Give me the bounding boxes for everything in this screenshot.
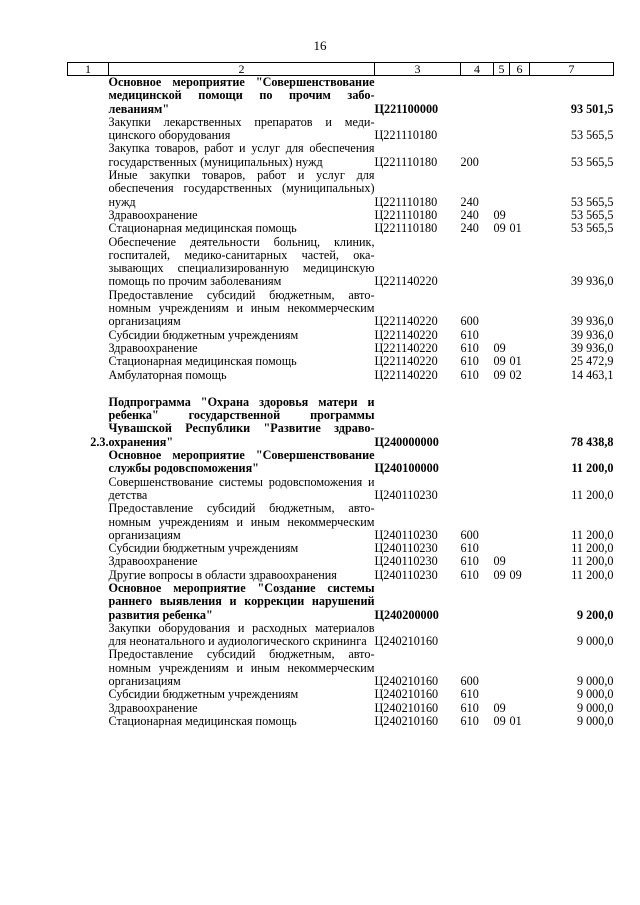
row-name: Здравоохранение: [108, 340, 198, 355]
row-amount: 39 936,0: [570, 274, 614, 289]
row-subsection: [510, 476, 530, 503]
table-row: [68, 622, 614, 649]
table-row: [68, 396, 614, 449]
row-section: [494, 476, 510, 503]
row-number: [68, 476, 109, 503]
row-name: Здравоохранение: [108, 700, 198, 715]
row-subsection: 01: [509, 713, 522, 728]
row-amount: 14 463,1: [570, 367, 614, 382]
row-section: [494, 329, 510, 342]
row-amount: 39 936,0: [570, 327, 614, 342]
table-row: [68, 542, 614, 555]
row-name: Здравоохранение: [108, 554, 198, 569]
row-number: 2.3.: [90, 434, 109, 449]
row-code: Ц240200000: [374, 607, 439, 622]
row-section: [494, 142, 510, 169]
row-name: Закупки оборудования и расходных материалов для неонатального и аудиологического скрининга: [108, 620, 375, 649]
row-number: [68, 169, 109, 209]
row-name: Обеспечение деятельности больниц, клиник, госпиталей, медико-санитарных частей, оказывающих специализированную медицинскую помощь по прочим заболеваниям: [108, 234, 375, 289]
row-code: Ц240000000: [374, 434, 439, 449]
row-name: Стационарная медицинская помощь: [108, 713, 297, 728]
row-code: Ц240110230: [374, 541, 438, 556]
spacer-cell: [68, 382, 614, 396]
row-number: [68, 209, 109, 222]
row-amount: 53 565,5: [570, 154, 614, 169]
row-name: Субсидии бюджетным учреждениям: [108, 687, 299, 702]
row-number: [68, 355, 109, 368]
row-amount: 53 565,5: [570, 207, 614, 222]
header-col-4: 4: [461, 63, 494, 76]
row-code: Ц221110180: [374, 154, 438, 169]
row-amount: 11 200,0: [571, 527, 614, 542]
row-name: Основное мероприятие "Совершенствование службы родовспоможения": [108, 448, 375, 476]
row-name: Амбулаторная помощь: [108, 367, 227, 382]
row-amount: 9 000,0: [576, 634, 614, 649]
table-row: [68, 555, 614, 568]
table-row: [68, 169, 614, 209]
row-subsection: [510, 582, 530, 622]
table-row: [68, 76, 614, 116]
row-number: [68, 76, 109, 116]
row-name: Основное мероприятие "Создание системы раннего выявления и коррекции нарушений развития ребенка": [108, 580, 375, 622]
row-expense-type: 240: [460, 207, 479, 222]
row-subsection: [510, 236, 530, 289]
table-row: [68, 116, 614, 143]
row-number: [68, 582, 109, 622]
row-name: Субсидии бюджетным учреждениям: [108, 327, 299, 342]
row-section: 09: [493, 354, 506, 369]
row-amount: 11 200,0: [571, 567, 614, 582]
row-name: Другие вопросы в области здравоохранения: [108, 567, 337, 582]
row-code: Ц240210160: [374, 634, 439, 649]
row-amount: 93 501,5: [570, 101, 614, 116]
row-section: [494, 688, 510, 701]
row-number: [68, 449, 109, 476]
row-expense-type: 610: [460, 541, 479, 556]
row-subsection: [510, 76, 530, 116]
row-expense-type: 600: [460, 527, 479, 542]
header-col-3: 3: [375, 63, 461, 76]
row-section: 09: [493, 221, 506, 236]
row-code: Ц221100000: [374, 101, 439, 116]
row-number: [68, 569, 109, 582]
row-section: [494, 396, 510, 449]
row-expense-type: 240: [460, 221, 479, 236]
row-subsection: [510, 622, 530, 649]
row-subsection: [510, 289, 530, 329]
row-number: [68, 236, 109, 289]
row-name: Предоставление субсидий бюджетным, автономным учреждениям и иным некоммерческим организациям: [108, 287, 375, 329]
row-number: [68, 142, 109, 169]
row-amount: 25 472,9: [570, 354, 614, 369]
row-code: Ц240110230: [374, 487, 438, 502]
row-section: [494, 542, 510, 555]
row-number: [68, 555, 109, 568]
row-number: [68, 342, 109, 355]
row-amount: 53 565,5: [570, 128, 614, 143]
row-section: [494, 582, 510, 622]
row-subsection: [510, 142, 530, 169]
table-row: [68, 569, 614, 582]
row-subsection: [510, 116, 530, 143]
row-expense-type: 610: [460, 567, 479, 582]
row-expense-type: 610: [460, 327, 479, 342]
row-name: Совершенствование системы родовспоможения и детства: [108, 474, 375, 502]
row-subsection: [510, 542, 530, 555]
row-amount: 9 000,0: [576, 674, 614, 689]
row-subsection: 09: [509, 567, 522, 582]
row-subsection: [510, 648, 530, 688]
row-section: [494, 622, 510, 649]
row-expense-type: 610: [460, 367, 479, 382]
table-row: [68, 236, 614, 289]
row-subsection: [510, 396, 530, 449]
table-header: [68, 63, 614, 76]
row-name: Иные закупки товаров, работ и услуг для обеспечения государственных (муниципальных) нужд: [108, 168, 375, 209]
row-section: 09: [493, 340, 506, 355]
row-code: Ц221110180: [374, 221, 438, 236]
row-section: [494, 236, 510, 289]
row-amount: 78 438,8: [570, 434, 614, 449]
table-row: [68, 702, 614, 715]
table-row: [68, 222, 614, 235]
row-expense-type: 610: [460, 554, 479, 569]
row-subsection: [510, 555, 530, 568]
row-subsection: 01: [509, 221, 522, 236]
row-expense-type: [461, 236, 494, 289]
row-number: [68, 688, 109, 701]
row-amount: 11 200,0: [571, 541, 614, 556]
row-expense-type: 600: [460, 674, 479, 689]
table-body: [68, 76, 614, 729]
row-section: [494, 76, 510, 116]
row-code: Ц221140220: [374, 314, 438, 329]
row-code: Ц240110230: [374, 554, 438, 569]
row-expense-type: 600: [460, 314, 479, 329]
row-section: 09: [493, 713, 506, 728]
row-subsection: [510, 169, 530, 209]
row-section: 09: [493, 567, 506, 582]
header-col-2: 2: [109, 63, 375, 76]
row-code: Ц221140220: [374, 354, 438, 369]
table-row: [68, 142, 614, 169]
row-expense-type: [461, 396, 494, 449]
row-name: Предоставление субсидий бюджетным, автономным учреждениям и иным некоммерческим организациям: [108, 501, 375, 542]
spacer-row: [68, 382, 614, 396]
header-col-5: 5: [494, 63, 510, 76]
header-col-6: 6: [510, 63, 530, 76]
header-col-7: 7: [530, 63, 614, 76]
row-subsection: [510, 449, 530, 476]
row-name: Предоставление субсидий бюджетным, автономным учреждениям и иным некоммерческим организациям: [108, 647, 375, 689]
table-row: [68, 688, 614, 701]
row-subsection: 02: [509, 367, 522, 382]
row-number: [68, 542, 109, 555]
row-code: Ц221140220: [374, 327, 438, 342]
row-amount: 9 000,0: [576, 700, 614, 715]
row-section: 09: [493, 700, 506, 715]
row-name: Субсидии бюджетным учреждениям: [108, 541, 299, 556]
row-expense-type: 610: [460, 340, 479, 355]
row-number: [68, 329, 109, 342]
row-amount: 53 565,5: [570, 221, 614, 236]
table-row: [68, 342, 614, 355]
row-section: [494, 116, 510, 143]
row-subsection: [510, 342, 530, 355]
table-row: [68, 369, 614, 382]
row-name: Здравоохранение: [108, 207, 198, 222]
row-number: [68, 715, 109, 728]
row-name: Закупки лекарственных препаратов и медицинского оборудования: [108, 114, 375, 143]
row-amount: 39 936,0: [570, 340, 614, 355]
row-code: Ц221110180: [374, 207, 438, 222]
row-amount: 9 000,0: [576, 713, 614, 728]
row-section: [494, 502, 510, 542]
row-number: [68, 702, 109, 715]
header-col-1: 1: [68, 63, 109, 76]
row-code: Ц240110230: [374, 567, 438, 582]
row-section: [494, 289, 510, 329]
header-row: [68, 63, 614, 76]
row-code: Ц240210160: [374, 674, 439, 689]
row-expense-type: 610: [460, 687, 479, 702]
row-code: Ц240110230: [374, 527, 438, 542]
row-amount: 11 200,0: [571, 487, 614, 502]
row-number: [68, 289, 109, 329]
table-row: [68, 502, 614, 542]
table-row: [68, 582, 614, 622]
row-expense-type: [461, 476, 494, 503]
row-subsection: [510, 502, 530, 542]
row-expense-type: 610: [460, 354, 479, 369]
table-row: [68, 289, 614, 329]
row-number: [68, 622, 109, 649]
row-amount: 9 000,0: [576, 687, 614, 702]
row-number: [68, 116, 109, 143]
row-subsection: [510, 688, 530, 701]
row-section: [494, 169, 510, 209]
row-name: Стационарная медицинская помощь: [108, 354, 297, 369]
row-name: Основное мероприятие "Совершенствование медицинской помощи по прочим заболеваниям": [108, 75, 375, 116]
table-row: [68, 476, 614, 503]
row-expense-type: 610: [460, 700, 479, 715]
table-row: [68, 648, 614, 688]
row-amount: 9 200,0: [576, 607, 614, 622]
page-number: 16: [313, 38, 327, 53]
row-number: [68, 222, 109, 235]
table-row: [68, 715, 614, 728]
row-expense-type: [461, 582, 494, 622]
row-expense-type: [461, 449, 494, 476]
row-section: 09: [493, 207, 506, 222]
table-row: [68, 355, 614, 368]
row-subsection: [510, 329, 530, 342]
row-code: Ц240100000: [374, 461, 439, 476]
row-section: [494, 449, 510, 476]
row-code: Ц240210160: [374, 700, 439, 715]
table-row: [68, 449, 614, 476]
row-section: 09: [493, 554, 506, 569]
row-subsection: [510, 209, 530, 222]
row-amount: 11 200,0: [571, 554, 614, 569]
row-number: [68, 648, 109, 688]
row-section: [494, 648, 510, 688]
row-code: Ц221110180: [374, 128, 438, 143]
row-name: Стационарная медицинская помощь: [108, 221, 297, 236]
row-expense-type: [461, 76, 494, 116]
budget-table: [67, 62, 614, 728]
row-name: Закупка товаров, работ и услуг для обеспечения государственных (муниципальных) нужд: [108, 141, 375, 169]
row-expense-type: [461, 622, 494, 649]
table-row: [68, 329, 614, 342]
row-expense-type: [461, 116, 494, 143]
row-section: 09: [493, 367, 506, 382]
row-number: [68, 369, 109, 382]
table-row: [68, 209, 614, 222]
row-subsection: [510, 702, 530, 715]
row-code: Ц221140220: [374, 340, 438, 355]
row-expense-type: 610: [460, 713, 479, 728]
row-code: Ц221140220: [374, 274, 438, 289]
row-amount: 53 565,5: [570, 194, 614, 209]
row-expense-type: 200: [460, 154, 479, 169]
row-number: [68, 502, 109, 542]
row-code: Ц240210160: [374, 713, 439, 728]
row-code: Ц221140220: [374, 367, 438, 382]
row-amount: 11 200,0: [571, 461, 614, 476]
row-name: Подпрограмма "Охрана здоровья матери и ребенка" государственной программы Чувашской Республики "Развитие здравоохранения": [108, 394, 375, 449]
row-code: Ц221110180: [374, 194, 438, 209]
row-code: Ц240210160: [374, 687, 439, 702]
row-amount: 39 936,0: [570, 314, 614, 329]
row-subsection: 01: [509, 354, 522, 369]
row-expense-type: 240: [460, 194, 479, 209]
